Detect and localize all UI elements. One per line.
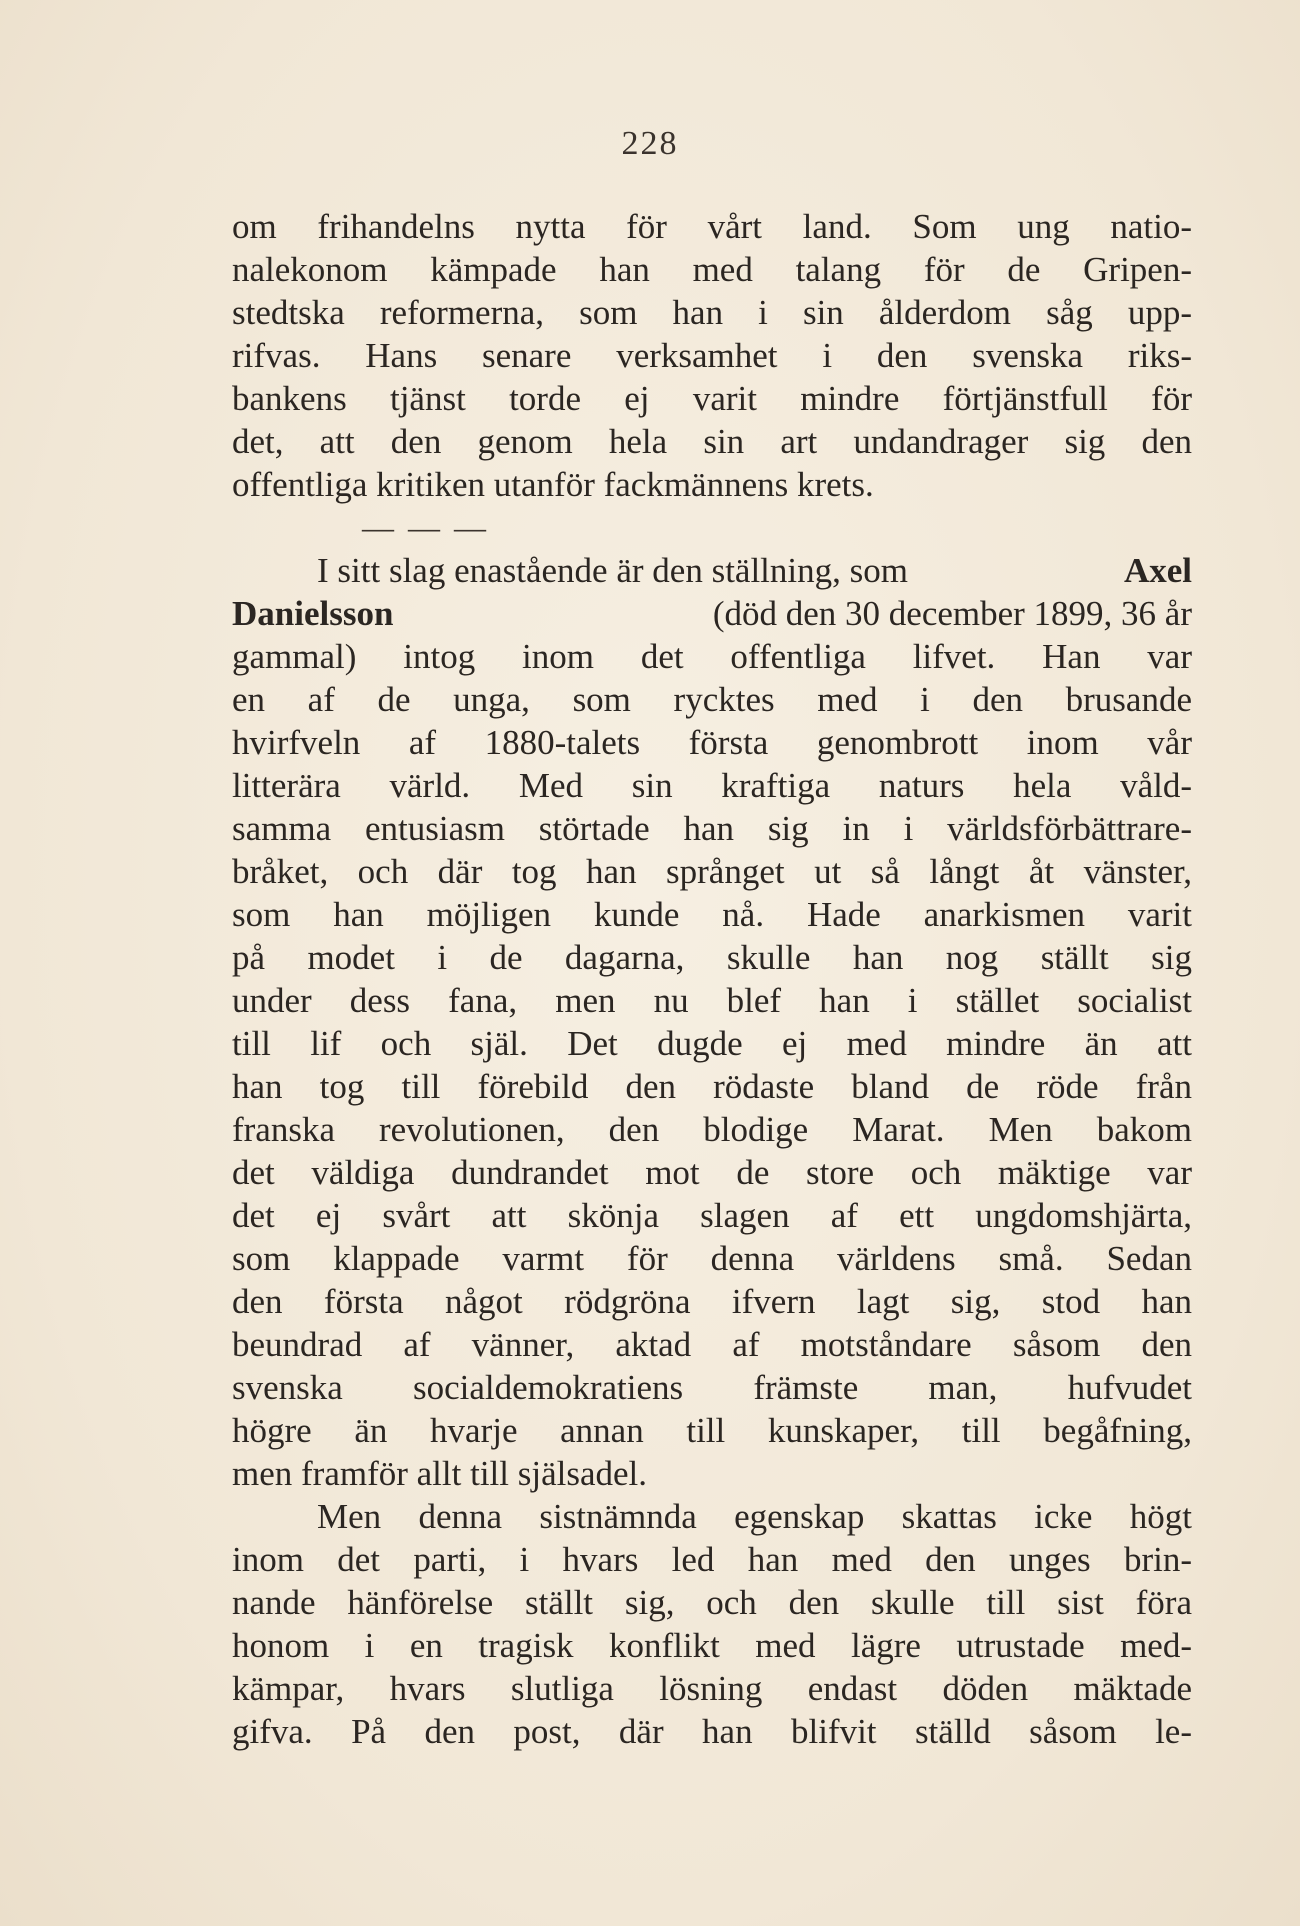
paragraph-2 xyxy=(232,549,1192,1495)
person-name: Axel xyxy=(1123,551,1192,590)
text-line: nalekonom kämpade han med talang för de Gripen- xyxy=(232,250,1192,289)
text-line: stedtska reformerna, som han i sin ålderdom såg upp- xyxy=(232,293,1192,332)
text-line: svenska socialdemokratiens främste man, hufvudet xyxy=(232,1368,1192,1407)
text-line: gammal) intog inom det offentliga lifvet. Han var xyxy=(232,637,1192,676)
paragraph-1 xyxy=(232,205,1192,506)
text-line: det, att den genom hela sin art undandrager sig den xyxy=(232,422,1192,461)
text-line: Men denna sistnämnda egenskap skattas icke högt xyxy=(317,1497,1192,1536)
text-line: hvirfveln af 1880-talets första genombrott inom vår xyxy=(232,723,1192,762)
text-line: han tog till förebild den rödaste bland de röde från xyxy=(232,1067,1192,1106)
text-line: samma entusiasm störtade han sig in i världsförbättrare- xyxy=(232,809,1192,848)
text-line: under dess fana, men nu blef han i stället socialist xyxy=(232,981,1192,1020)
text-line: den första något rödgröna ifvern lagt sig, stod han xyxy=(232,1282,1192,1321)
text-line: litterära värld. Med sin kraftiga naturs hela våld- xyxy=(232,766,1192,805)
text-line: franska revolutionen, den blodige Marat. Men bakom xyxy=(232,1110,1192,1149)
text-line: gifva. På den post, där han blifvit ställd såsom le- xyxy=(232,1712,1192,1751)
person-name: Danielsson xyxy=(232,594,394,633)
text-line: en af de unga, som rycktes med i den brusande xyxy=(232,680,1192,719)
text-line: offentliga kritiken utanför fackmännens krets. xyxy=(232,465,874,504)
text-segment: (död den 30 december 1899, 36 år xyxy=(712,594,1192,633)
paragraph-3 xyxy=(232,1495,1192,1753)
text-line: men framför allt till själsadel. xyxy=(232,1454,648,1493)
text-line: honom i en tragisk konflikt med lägre utrustade med- xyxy=(232,1626,1192,1665)
text-line: rifvas. Hans senare verksamhet i den svenska riks- xyxy=(232,336,1192,375)
text-line: som klappade varmt för denna världens små. Sedan xyxy=(232,1239,1192,1278)
text-line: till lif och själ. Det dugde ej med mindre än att xyxy=(232,1024,1192,1063)
text-line: inom det parti, i hvars led han med den unges brin- xyxy=(232,1540,1192,1579)
text-line: det ej svårt att skönja slagen af ett ungdomshjärta, xyxy=(232,1196,1192,1235)
text-line: det väldiga dundrandet mot de store och mäktige var xyxy=(232,1153,1192,1192)
text-line: högre än hvarje annan till kunskaper, till begåfning, xyxy=(232,1411,1192,1450)
text-line: nande hänförelse ställt sig, och den skulle till sist föra xyxy=(232,1583,1192,1622)
text-line: på modet i de dagarna, skulle han nog ställt sig xyxy=(232,938,1192,977)
body-text xyxy=(232,205,1192,1753)
text-line: beundrad af vänner, aktad af motståndare såsom den xyxy=(232,1325,1192,1364)
text-line: kämpar, hvars slutliga lösning endast döden mäktade xyxy=(232,1669,1192,1708)
text-segment: I sitt slag enastående är den ställning, som xyxy=(317,551,908,590)
text-line xyxy=(232,549,1192,592)
text-line: om frihandelns nytta för vårt land. Som ung natio- xyxy=(232,207,1192,246)
section-divider: — — — xyxy=(362,509,489,545)
text-line: bråket, och där tog han språnget ut så långt åt vänster, xyxy=(232,852,1192,891)
text-line xyxy=(232,592,1192,635)
page-number: 228 xyxy=(621,125,679,162)
text-line: bankens tjänst torde ej varit mindre förtjänstfull för xyxy=(232,379,1192,418)
text-line: som han möjligen kunde nå. Hade anarkismen varit xyxy=(232,895,1192,934)
